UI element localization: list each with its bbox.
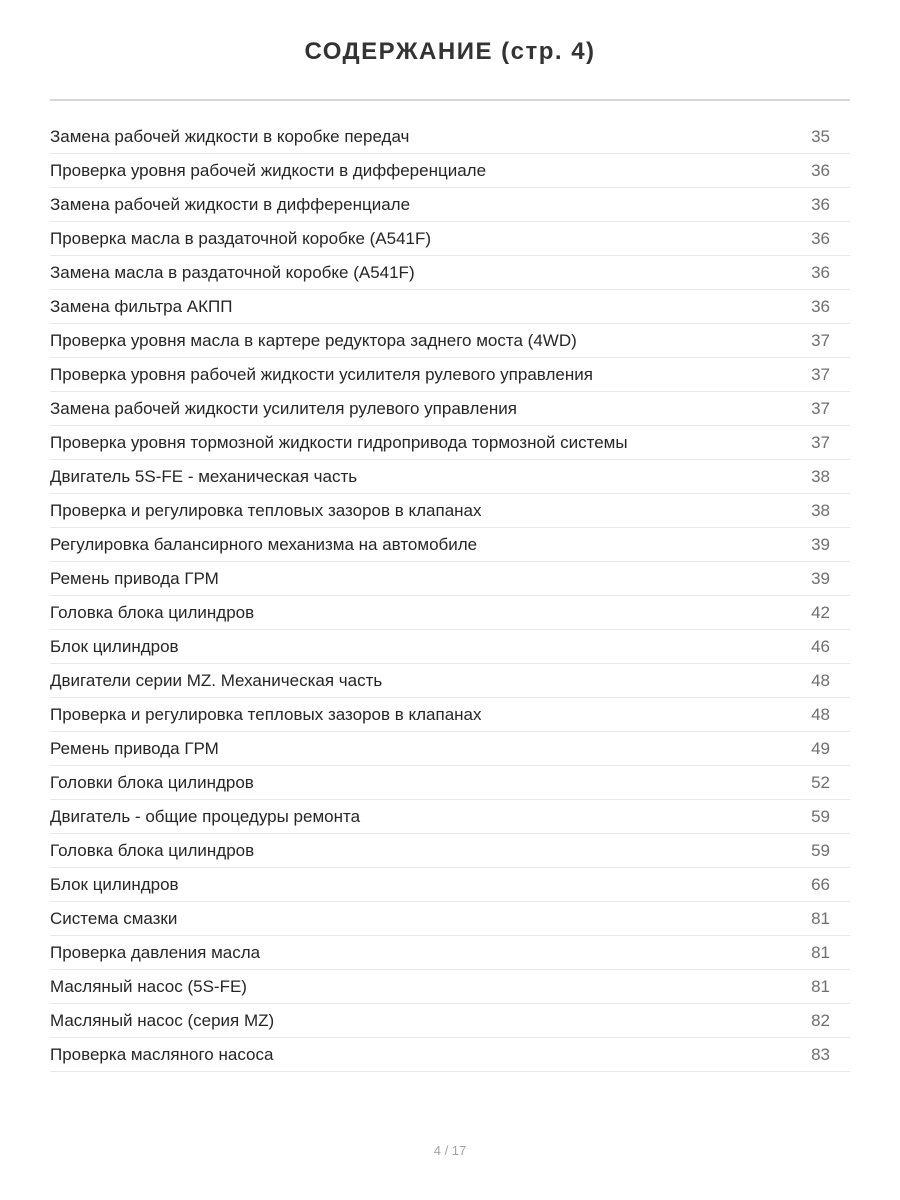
toc-entry-title: Замена рабочей жидкости в коробке передач	[50, 126, 410, 146]
toc-entry-page: 37	[811, 330, 830, 350]
toc-entry[interactable]	[50, 630, 850, 664]
toc-entry-title: Головка блока цилиндров	[50, 602, 255, 622]
toc-entry-page: 49	[811, 738, 830, 758]
toc-entry-page: 42	[811, 602, 830, 622]
toc-entry[interactable]	[50, 392, 850, 426]
toc-entry-page: 52	[811, 772, 830, 792]
toc-entry-title: Замена масла в раздаточной коробке (A541F)	[50, 262, 415, 282]
toc-entry-page: 59	[811, 806, 830, 826]
toc-entry[interactable]	[50, 800, 850, 834]
toc-entry[interactable]	[50, 154, 850, 188]
toc-entry-title: Двигатель - общие процедуры ремонта	[50, 806, 361, 826]
toc-entry-title: Масляный насос (5S-FE)	[50, 976, 247, 996]
toc-entry-page: 37	[811, 432, 830, 452]
toc-entry[interactable]	[50, 188, 850, 222]
toc-entry-title: Замена фильтра АКПП	[50, 296, 233, 316]
toc-entry[interactable]	[50, 596, 850, 630]
toc-entry-page: 36	[811, 262, 830, 282]
toc-entry[interactable]	[50, 732, 850, 766]
toc-entry[interactable]	[50, 290, 850, 324]
toc-entry[interactable]	[50, 528, 850, 562]
toc-entry[interactable]	[50, 664, 850, 698]
toc-entry[interactable]	[50, 222, 850, 256]
toc-entry[interactable]	[50, 902, 850, 936]
toc-entry-title: Ремень привода ГРМ	[50, 738, 219, 758]
page-number: 4 / 17	[433, 1143, 467, 1158]
toc-entry-page: 81	[811, 976, 830, 996]
toc-entry-page: 38	[811, 466, 830, 486]
toc-entry-page: 46	[811, 636, 830, 656]
toc-entry[interactable]	[50, 256, 850, 290]
toc-entry-page: 82	[811, 1010, 830, 1030]
toc-entry-title: Проверка масляного насоса	[50, 1044, 274, 1064]
toc-entry[interactable]	[50, 1004, 850, 1038]
toc-entry-title: Проверка масла в раздаточной коробке (A541F)	[50, 228, 432, 248]
toc-entry-title: Проверка уровня тормозной жидкости гидропривода тормозной системы	[50, 432, 628, 452]
toc-entry-title: Проверка уровня масла в картере редуктора заднего моста (4WD)	[50, 330, 577, 350]
toc-entry-page: 35	[811, 126, 830, 146]
toc-entry[interactable]	[50, 460, 850, 494]
toc-entry[interactable]	[50, 970, 850, 1004]
toc-entry-page: 83	[811, 1044, 830, 1064]
toc-entry-page: 66	[811, 874, 830, 894]
toc-entry-title: Двигатель 5S-FE - механическая часть	[50, 466, 358, 486]
toc-entry-page: 36	[811, 228, 830, 248]
toc-entry-title: Двигатели серии MZ. Механическая часть	[50, 670, 383, 690]
toc-entry[interactable]	[50, 834, 850, 868]
toc-entry-title: Регулировка балансирного механизма на автомобиле	[50, 534, 478, 554]
toc-entry-page: 37	[811, 398, 830, 418]
toc-entry-page: 59	[811, 840, 830, 860]
toc-entry-page: 48	[811, 704, 830, 724]
toc-entry-title: Ремень привода ГРМ	[50, 568, 219, 588]
toc-list	[50, 120, 850, 1072]
toc-entry[interactable]	[50, 698, 850, 732]
toc-entry-title: Головка блока цилиндров	[50, 840, 255, 860]
toc-entry[interactable]	[50, 120, 850, 154]
toc-entry-page: 39	[811, 534, 830, 554]
toc-entry-page: 36	[811, 194, 830, 214]
toc-entry-page: 36	[811, 296, 830, 316]
toc-entry-title: Проверка уровня рабочей жидкости усилителя рулевого управления	[50, 364, 593, 384]
toc-entry[interactable]	[50, 1038, 850, 1072]
toc-entry-title: Масляный насос (серия MZ)	[50, 1010, 275, 1030]
title-divider	[50, 99, 850, 101]
toc-entry-title: Проверка уровня рабочей жидкости в дифференциале	[50, 160, 487, 180]
page-title: СОДЕРЖАНИЕ (стр. 4)	[304, 38, 596, 65]
toc-entry-page: 81	[811, 908, 830, 928]
toc-entry[interactable]	[50, 562, 850, 596]
toc-entry-page: 38	[811, 500, 830, 520]
toc-entry-page: 48	[811, 670, 830, 690]
toc-entry-page: 39	[811, 568, 830, 588]
toc-entry[interactable]	[50, 868, 850, 902]
toc-entry-page: 37	[811, 364, 830, 384]
toc-entry[interactable]	[50, 494, 850, 528]
toc-entry-title: Проверка и регулировка тепловых зазоров в клапанах	[50, 704, 482, 724]
toc-entry-title: Замена рабочей жидкости усилителя рулевого управления	[50, 398, 517, 418]
toc-entry-title: Замена рабочей жидкости в дифференциале	[50, 194, 411, 214]
toc-entry-title: Блок цилиндров	[50, 636, 179, 656]
toc-entry-title: Проверка давления масла	[50, 942, 261, 962]
toc-entry[interactable]	[50, 358, 850, 392]
toc-entry-title: Головки блока цилиндров	[50, 772, 254, 792]
toc-entry[interactable]	[50, 324, 850, 358]
toc-entry-title: Блок цилиндров	[50, 874, 179, 894]
toc-entry[interactable]	[50, 936, 850, 970]
toc-entry[interactable]	[50, 766, 850, 800]
toc-entry[interactable]	[50, 426, 850, 460]
toc-entry-title: Проверка и регулировка тепловых зазоров в клапанах	[50, 500, 482, 520]
toc-entry-page: 36	[811, 160, 830, 180]
toc-entry-page: 81	[811, 942, 830, 962]
toc-entry-title: Система смазки	[50, 908, 178, 928]
